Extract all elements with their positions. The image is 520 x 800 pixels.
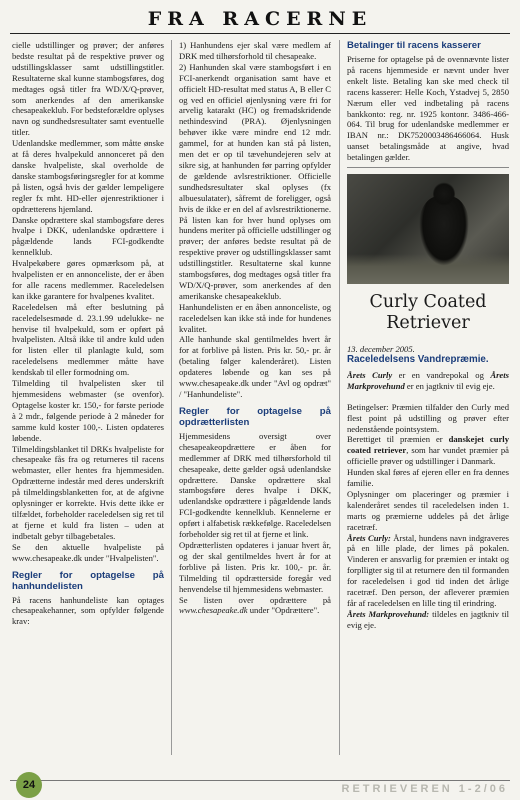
column-2 xyxy=(179,40,331,752)
paragraph: Danske opdrættere skal stambogsføre deres hvalpe i DKK, udenlandske opdrættere i pågældende lands FCI-godkendte kennelklub. xyxy=(12,214,164,258)
paragraph: Udenlandske medlemmer, som måtte ønske at få deres hvalpekuld annonceret på den danske hvalpeliste, skal overholde de danske stambogsføringsregler for at komme på listen, også hvis der gælder lempeligere regler fx mht. HD-eller øjenrestriktioner i opdrætterens hjemland. xyxy=(12,138,164,214)
paragraph: Hunden skal føres af ejeren eller en fra dennes familie. xyxy=(347,467,509,489)
paragraph: Hvalpekøbere gøres opmærksom på, at hvalpelisten er en annonceliste, der er åben for alle racens medlemmer. Raceledelsen kan ikke garantere for hvalpenes kvalitet. xyxy=(12,258,164,301)
heading-vandrepraemie: Raceledelsens Vandrepræmie. xyxy=(347,353,489,365)
text: , som har vundet præmier på officielle prøver og udstillinger i Danmark. xyxy=(347,445,509,467)
paragraph: Se den aktuelle hvalpeliste på www.chesapeake.dk under "Hvalpelisten". xyxy=(12,541,164,563)
paragraph: På racens hanhundeliste kan optages chesapeakehanner, som opfylder følgende krav: xyxy=(12,594,164,627)
text: Se listen over opdrættere på xyxy=(179,594,331,605)
paragraph: Betingelser: Præmien tilfalder den Curly med flest point på udstilling og prøver efter nedenstående pointsystem. xyxy=(347,401,509,434)
text: tildeles en jagtkniv til evig eje. xyxy=(347,608,509,630)
section-title: FRA RACERNE xyxy=(147,8,373,30)
page-header xyxy=(10,6,510,34)
paragraph: cielle udstillinger og prøver; der anføres bedste resultat på de respektive prøver og udstillingsklasser samt udstillingstitler. Resultaterne skal kunne stambogsføres, dog medtages også titler fra WD/X/Q-prøver, som anerkendes af den amerikanske chesapeakeklub. For bedsteforældre oplyses navn og sundhedsresultater samt eventuelle titler. xyxy=(12,40,164,138)
text: Årstal, hundens navn indgraveres på en lille plade, der limes på pokalen. Vinderen er ansvarlig for præmien er intakt og forplligter sig til at returnere den til formanden for raceledelsen i god tid inden det årlige racetræf. Den person, der afleverer præmien får af raceledelsen en lille ting til erindring. xyxy=(347,532,509,608)
paragraph: Priserne for optagelse på de ovennævnte lister på racens hjemmeside er nævnt under hver enkelt liste. Betaling kan ske med check til racens kasserer: Helle Koch, Ystadvej 5, 2850 Nærum eller ved indbetaling på racens bankkonto: reg. nr. 1925 kontonr. 3486-466-064. Til brug for udenlandske medlemmer er IBAN nr.: DK7520003486466064. Husk uanset betalingsmåde at angive, hvad betalingen gælder. xyxy=(347,54,509,163)
heading-betalinger: Betalinger til racens kasserer xyxy=(347,40,481,51)
heading-opdraetterlisten: Regler for optagelse på opdrætterlisten xyxy=(179,405,331,428)
page-number-badge: 24 xyxy=(16,772,42,798)
dog-head xyxy=(433,182,455,206)
text: Berettiget til præmien er xyxy=(347,434,449,445)
award-name: Årets Curly: xyxy=(347,532,391,543)
payment-box xyxy=(347,40,509,168)
paragraph: Alle hanhunde skal gentilmeldes hvert år for at forblive på listen. Pris kr. 50,- pr. år (betaling følger kalenderåret). Listen opdateres løbende og kan ses på www.chesapeake.dk under "Avl og opdræt" / "Hanhundeliste". xyxy=(179,334,331,399)
paragraph xyxy=(347,609,509,631)
paragraph xyxy=(347,434,509,467)
curly-coated-retriever-photo xyxy=(347,174,509,284)
paragraph: Raceledelsen må efter beslutning på raceledelsesmøde d. 23.1.99 udelukke- ne henvise til hvalpekuld, som er opført på hvalpelisten. Altså ikke til andre kuld uden for listen eller til planlagte kuld, som raceledelsens medlemmer måtte have kendskab til eller formodning om. xyxy=(12,301,164,378)
column-divider-1 xyxy=(171,40,172,755)
paragraph xyxy=(179,595,331,617)
column-3 xyxy=(347,40,509,752)
paragraph: 2) Hanhunden skal være stambogsført i en FCI-anerkendt organisation samt have et officielt HD-resultat med status A, B eller C og ved en officiel øjenlysning være fri for arvelig katarakt (HC) og fremadskridende nethindesvind (PRA). Øjenlysningen behøver ikke være mindre end 12 mdr. gammel, for at hunden kan stå på listen, men det er op til tævehundejeren selv at sikre sig, at hanhunden før parring opfylder de gældende avlsrestriktioner. Officielle sundhedsresultater skal oplyses (fx albuesulatater), såfremt de foreligger, også hvis de ikke er en del af avlsrestriktionerne. På listen kan for hver hund oplyses om hundens meriter på officielle udstillinger og prøver; der anføres bedste resultat på de respektive prøver og udstillingsklasser samt udstillingstitler. Resultaterne skal kunne stambogsføres, dog medtages også titler fra WD/X/Q-prøver, som anerkendes af den amerikanske chesapeakeklub. xyxy=(179,61,331,301)
bold-text: danskejet curly coated retriever xyxy=(347,434,509,456)
award-name: Årets Curly xyxy=(347,369,393,380)
column-1 xyxy=(12,40,164,752)
breed-title: Curly Coated Retriever xyxy=(369,292,487,334)
footer-rule xyxy=(10,780,510,781)
magazine-title: RETRIEVEREN 1-2/06 xyxy=(341,783,508,795)
paragraph xyxy=(347,370,509,392)
paragraph: Hanhundelisten er en åben annonceliste, og raceledelsen kan ikke stå inde for hundenes kvalitet. xyxy=(179,301,331,334)
award-name: Årets Markprovehund xyxy=(347,369,509,391)
paragraph: 1) Hanhundens ejer skal være medlem af DRK med tilhørsforhold til chesapeake. xyxy=(179,40,331,61)
paragraph: Oplysninger om placeringer og præmier i kalenderåret sendes til raceledelsen inden 1. marts og præmierne uddeles på det årlige racetræf. xyxy=(347,488,509,532)
paragraph: Hjemmesidens oversigt over chesapeakeopdrættere er åben for medlemmer af DRK med tilhørsforhold til chesapeake, dette gælder også udenlandske opdrættere. Danske opdrættere skal stambogsføre deres hvalpe i DKK, udenlandske opdrættere i pågældende lands FCI-godkendte kennelklub. Kennelerne er opført i alfabetisk rækkefølge. Raceledelsen forbeholder sig ret til at fjerne et link. xyxy=(179,430,331,540)
paragraph: Tilmeldingsblanket til DRKs hvalpeliste for chesapeake fås fra og returneres til racens webmaster, eller hentes fra hjemmesiden. Opdrætterne indestår med deres underskrift på tilmeldingsblanketten for, at de afgivne oplysninger er korrekte. Hvis dette ikke er tilfældet, forbeholder raceledelsen sig ret til at fjerne et kuld fra listen – uden at indbetalt gebyr tilbagebetales. xyxy=(12,443,164,541)
article-date: 13. december 2005. xyxy=(347,344,415,355)
award-name: Årets Markprovehund: xyxy=(347,608,430,619)
text: under "Opdrættere". xyxy=(247,605,320,616)
column-divider-2 xyxy=(339,40,340,755)
paragraph: Opdrætterlisten opdateres i januar hvert år, og der skal gentilmeldes hvert år for at forblive på listen. Pris kr. 100,- pr. år. Tilmelding til opdrætterside foregår ved henvendelse til hjemmesidens webmaster. xyxy=(179,539,331,594)
dog-body xyxy=(419,196,469,266)
paragraph: Tilmelding til hvalpelisten sker til hjemmesidens webmaster (se ovenfor). Optagelse koster kr. 150,- for første periode à 2 mdr., følgende periode à 2 måneder for samme kuld koster 100,-. Listen opdateres løbende. xyxy=(12,378,164,443)
paragraph xyxy=(347,533,509,609)
heading-hanhundelisten: Regler for optagelse på hanhundelisten xyxy=(12,569,164,592)
text: er en jagtkniv til evig eje. xyxy=(404,380,495,391)
text: er en vandrepokal og xyxy=(392,369,491,380)
website-link[interactable]: www.chesapeake.dk xyxy=(179,605,248,616)
